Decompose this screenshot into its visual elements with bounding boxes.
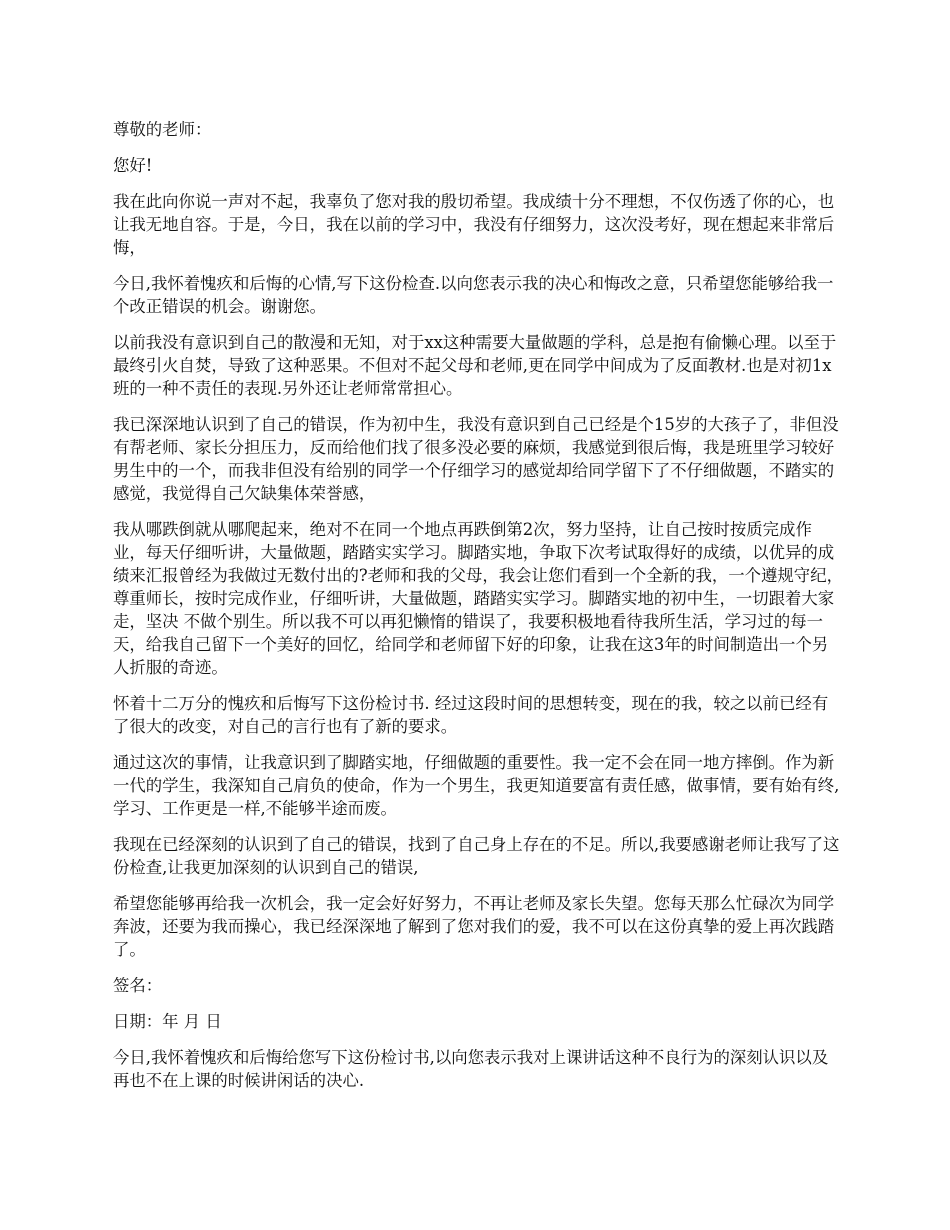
signature-line: 签名： [113, 976, 163, 995]
paragraph-hope: 希望您能够再给我一次机会，我一定会好好努力，不再让老师及家长失望。您每天那么忙碌次为同学奔波，还要为我而操心，我已经深深地了解到了您对我们的爱，我不可以在这份真挚的爱上再次践踏了。 [113, 894, 835, 959]
greeting: 您好! [113, 156, 153, 175]
date-line: 日期：年 月 日 [113, 1012, 222, 1031]
paragraph-closing: 今日,我怀着愧疚和后悔给您写下这份检讨书,以向您表示我对上课讲话这种不良行为的深刻认识以及再也不在上课的时候讲闲话的决心. [113, 1048, 829, 1090]
paragraph-lesson: 通过这次的事情，让我意识到了脚踏实地，仔细做题的重要性。我一定不会在同一地方摔倒。作为新一代的学生，我深知自己肩负的使命，作为一个男生，我更知道要富有责任感，做事情，要有始有终,学习、工作更是一样,不能够半途而废。 [113, 753, 840, 818]
document-page [113, 118, 843, 1105]
paragraph-resolution: 我从哪跌倒就从哪爬起来，绝对不在同一个地点再跌倒第2次，努力坚持，让自己按时按质完成作业，每天仔细听讲，大量做题，踏踏实实学习。脚踏实地，争取下次考试取得好的成绩，以优异的成绩来汇报曾经为我做过无数付出的?老师和我的父母，我会让您们看到一个全新的我，一个遵规守纪，尊重师长，按时完成作业，仔细听讲，大量做题，踏踏实实学习。脚踏实地的初中生，一切跟着大家走，坚决 不做个别生。所以我不可以再犯懒惰的错误了，我要积极地看待我所生活，学习过的每一天，给我自己留下一个美好的回忆，给同学和老师留下好的印象，让我在这3年的时间制造出一个另人折服的奇迹。 [113, 520, 843, 677]
paragraph-thanks: 我现在已经深刻的认识到了自己的错误，找到了自己身上存在的不足。所以,我要感谢老师让我写了这份检查,让我更加深刻的认识到自己的错误, [113, 835, 840, 877]
paragraph-determination: 今日,我怀着愧疚和后悔的心情,写下这份检查.以向您表示我的决心和悔改之意，只希望您能够给我一个改正错误的机会。谢谢您。 [113, 274, 834, 316]
paragraph-change: 怀着十二万分的愧疚和后悔写下这份检讨书. 经过这段时间的思想转变，现在的我，较之以前已经有了很大的改变，对自己的言行也有了新的要求。 [113, 694, 829, 736]
paragraph-recognition: 我已深深地认识到了自己的错误，作为初中生，我没有意识到自己已经是个15岁的大孩子了，非但没有帮老师、家长分担压力，反而给他们找了很多没必要的麻烦，我感觉到很后悔，我是班里学习较好男生中的一个，而我非但没有给别的同学一个仔细学习的感觉却给同学留下了不仔细做题，不踏实的感觉，我觉得自己欠缺集体荣誉感， [113, 415, 839, 503]
paragraph-apology: 我在此向你说一声对不起，我辜负了您对我的殷切希望。我成绩十分不理想，不仅伤透了你的心，也让我无地自容。于是，今日，我在以前的学习中，我没有仔细努力，这次没考好，现在想起来非常后悔， [113, 192, 835, 257]
salutation: 尊敬的老师： [113, 120, 212, 139]
paragraph-past-attitude: 以前我没有意识到自己的散漫和无知，对于xx这种需要大量做题的学科，总是抱有偷懒心理。以至于最终引火自焚，导致了这种恶果。不但对不起父母和老师,更在同学中间成为了反面教材.也是对初1x班的一种不责任的表现.另外还让老师常常担心。 [113, 333, 837, 398]
